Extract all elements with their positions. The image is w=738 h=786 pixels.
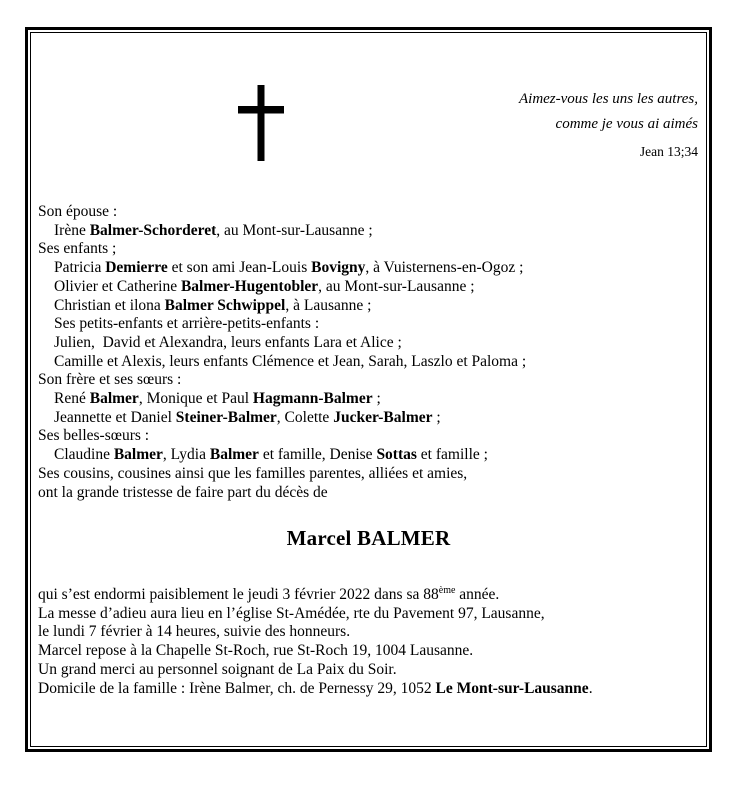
latin-cross-icon bbox=[237, 85, 285, 161]
text-segment: . bbox=[588, 679, 593, 697]
text-segment: qui s’est endormi paisiblement le jeudi 3 février 2022 dans sa 88 bbox=[38, 586, 439, 603]
text-line bbox=[38, 427, 699, 446]
text-line bbox=[38, 586, 699, 605]
text-segment: Son frère et ses sœurs : bbox=[38, 371, 182, 389]
scripture-line-2: comme je vous ai aimés bbox=[555, 116, 698, 132]
text-line bbox=[38, 297, 699, 316]
name-emphasis: Jucker-Balmer bbox=[333, 408, 433, 426]
text-segment: Christian et ilona bbox=[54, 296, 165, 314]
text-line bbox=[38, 315, 699, 334]
text-segment: , à Lausanne ; bbox=[285, 296, 372, 314]
text-segment: Marcel repose à la Chapelle St-Roch, rue St-Roch 19, 1004 Lausanne. bbox=[38, 642, 474, 660]
text-segment: ; bbox=[432, 408, 441, 426]
scripture-line-1: Aimez-vous les uns les autres, bbox=[518, 91, 698, 107]
name-emphasis: Balmer bbox=[113, 446, 163, 464]
text-segment: , Lydia bbox=[162, 446, 210, 464]
text-segment: La messe d’adieu aura lieu en l’église St-Amédée, rte du Pavement 97, Lausanne, bbox=[38, 604, 545, 622]
text-line bbox=[38, 390, 699, 409]
card-outer-border bbox=[25, 27, 712, 752]
text-segment: René bbox=[54, 390, 90, 408]
text-line bbox=[38, 409, 699, 428]
text-segment: Un grand merci au personnel soignant de La Paix du Soir. bbox=[38, 660, 397, 678]
name-emphasis: Demierre bbox=[105, 259, 168, 277]
name-emphasis: Hagmann-Balmer bbox=[252, 390, 373, 408]
name-emphasis: Balmer-Hugentobler bbox=[180, 277, 319, 295]
text-segment: , Monique et Paul bbox=[138, 390, 253, 408]
text-segment: Julien, David et Alexandra, leurs enfants Lara et Alice ; bbox=[54, 333, 402, 351]
card-inner-border bbox=[30, 32, 707, 747]
text-segment: Son épouse : bbox=[38, 203, 118, 220]
deceased-name: Marcel BALMER bbox=[286, 526, 451, 550]
funeral-details-list bbox=[38, 586, 699, 698]
text-segment: Irène bbox=[54, 221, 90, 239]
text-line bbox=[38, 278, 699, 297]
text-line bbox=[38, 222, 699, 241]
text-segment: Claudine bbox=[54, 446, 114, 464]
name-emphasis: Bovigny bbox=[311, 259, 366, 277]
text-segment: et son ami Jean-Louis bbox=[167, 259, 312, 277]
text-segment: ont la grande tristesse de faire part du décès de bbox=[38, 483, 328, 501]
name-emphasis: Le Mont-sur-Lausanne bbox=[435, 679, 589, 697]
name-emphasis: Balmer Schwippel bbox=[164, 296, 286, 314]
name-emphasis: Balmer-Schorderet bbox=[89, 221, 217, 239]
text-segment: Ses petits-enfants et arrière-petits-enfants : bbox=[54, 315, 320, 333]
text-line bbox=[38, 605, 699, 624]
name-emphasis: Steiner-Balmer bbox=[175, 408, 277, 426]
text-segment: , au Mont-sur-Lausanne ; bbox=[216, 221, 373, 239]
text-segment: Ses cousins, cousines ainsi que les familles parentes, alliées et amies, bbox=[38, 464, 468, 482]
text-line bbox=[38, 680, 699, 699]
text-segment: Camille et Alexis, leurs enfants Clémence et Jean, Sarah, Laszlo et Paloma ; bbox=[54, 352, 527, 370]
text-segment: Ses belles-sœurs : bbox=[38, 427, 150, 445]
text-line bbox=[38, 465, 699, 484]
text-line bbox=[38, 353, 699, 372]
text-line bbox=[38, 259, 699, 278]
text-segment: Patricia bbox=[54, 259, 106, 277]
text-segment: Domicile de la famille : Irène Balmer, ch. de Pernessy 29, 1052 bbox=[38, 679, 436, 697]
text-line bbox=[38, 484, 699, 503]
text-line bbox=[38, 446, 699, 465]
scripture-reference: Jean 13;34 bbox=[639, 144, 698, 159]
text-segment: , Colette bbox=[276, 408, 334, 426]
text-segment: et famille ; bbox=[416, 446, 488, 464]
name-emphasis: Balmer bbox=[209, 446, 259, 464]
text-segment: et famille, Denise bbox=[258, 446, 377, 464]
text-line bbox=[38, 661, 699, 680]
text-line bbox=[38, 642, 699, 661]
name-emphasis: Balmer bbox=[89, 390, 139, 408]
family-announcement-list bbox=[38, 203, 699, 502]
scripture-quote bbox=[519, 87, 698, 164]
name-emphasis: Sottas bbox=[376, 446, 417, 464]
text-segment: ; bbox=[372, 390, 381, 408]
text-segment: , à Vuisternens-en-Ogoz ; bbox=[365, 259, 524, 277]
text-line bbox=[38, 623, 699, 642]
text-segment: , au Mont-sur-Lausanne ; bbox=[318, 277, 475, 295]
text-line bbox=[38, 203, 699, 222]
text-line bbox=[38, 240, 699, 259]
text-segment: année. bbox=[455, 586, 500, 603]
text-segment: Olivier et Catherine bbox=[54, 277, 181, 295]
text-segment: le lundi 7 février à 14 heures, suivie des honneurs. bbox=[38, 623, 351, 641]
text-line bbox=[38, 334, 699, 353]
text-segment: Jeannette et Daniel bbox=[54, 408, 176, 426]
text-segment: Ses enfants ; bbox=[38, 240, 117, 258]
text-segment: ème bbox=[438, 584, 456, 596]
text-line bbox=[38, 371, 699, 390]
